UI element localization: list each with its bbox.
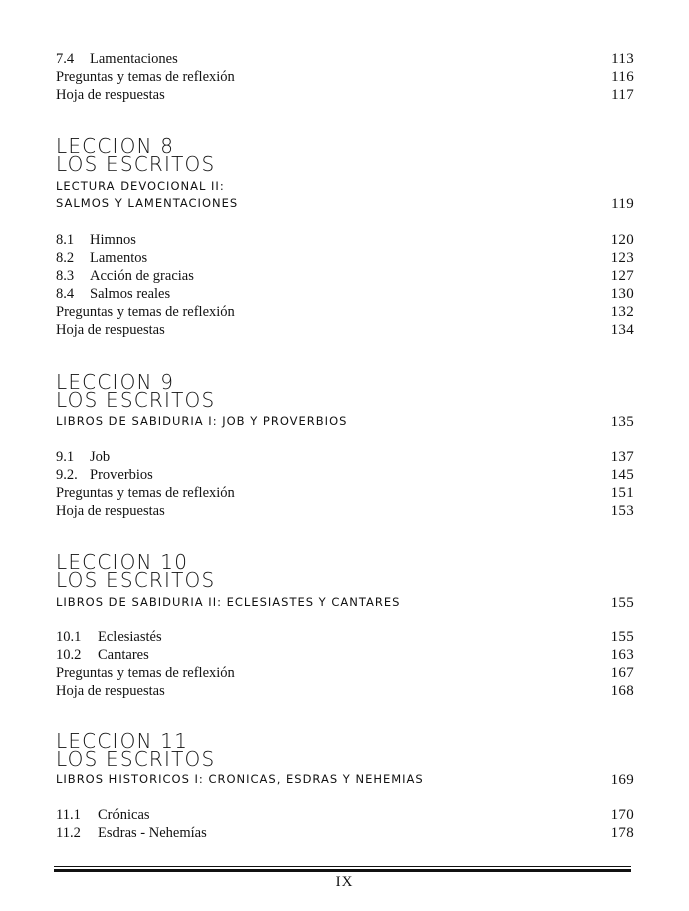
entry-number: 8.1 — [56, 232, 75, 248]
toc-entry — [56, 249, 634, 267]
lesson-subtitle — [56, 195, 634, 211]
lesson-section: LOS ESCRITOS — [56, 152, 216, 176]
lesson-subtitle — [56, 413, 634, 429]
entry-number: 8.3 — [56, 268, 75, 284]
entry-page: 132 — [610, 304, 634, 320]
entry-number: 10.1 — [56, 629, 82, 645]
entry-label: Eclesiastés — [98, 629, 162, 645]
entry-label: Proverbios — [90, 467, 153, 483]
entry-page: 170 — [610, 807, 634, 823]
entry-page: 127 — [610, 268, 634, 284]
entry-label: Preguntas y temas de reflexión — [56, 304, 235, 320]
lesson-subtitle-line: LIBROS HISTORICOS I: CRONICAS, ESDRAS Y NEHEMIAS — [56, 772, 424, 786]
entry-page: 113 — [611, 51, 634, 67]
entry-label: Hoja de respuestas — [56, 503, 165, 519]
entry-page: 120 — [610, 232, 634, 248]
toc-entry — [56, 68, 634, 86]
entry-label: Hoja de respuestas — [56, 87, 165, 103]
entry-page: 123 — [610, 250, 634, 266]
entry-label: Himnos — [90, 232, 136, 248]
entry-page: 134 — [610, 322, 634, 338]
toc-entry — [56, 484, 634, 502]
lesson-heading: LECCION 8 — [56, 134, 175, 158]
lesson-subtitle — [56, 594, 634, 610]
entry-label: Acción de gracias — [90, 268, 194, 284]
entry-label: Lamentos — [90, 250, 148, 266]
entry-number: 8.4 — [56, 286, 75, 302]
toc-entry — [56, 646, 634, 664]
toc-entry — [56, 321, 634, 339]
footer-rule-thin — [54, 866, 631, 867]
entry-label: Cantares — [98, 647, 149, 663]
toc-entry — [56, 824, 634, 842]
toc-entry — [56, 628, 634, 646]
lesson-section: LOS ESCRITOS — [56, 388, 216, 412]
entry-number: 11.2 — [56, 825, 81, 841]
lesson-section: LOS ESCRITOS — [56, 568, 216, 592]
entry-label: Lamentaciones — [90, 51, 178, 67]
entry-number: 11.1 — [56, 807, 81, 823]
footer-rule-thick — [54, 869, 631, 872]
toc-entry — [56, 285, 634, 303]
entry-label: Salmos reales — [90, 286, 171, 302]
entry-page: 167 — [610, 665, 634, 681]
entry-page: 153 — [610, 503, 634, 519]
lesson-subtitle-line: LECTURA DEVOCIONAL II: — [56, 179, 225, 193]
entry-label: Crónicas — [98, 807, 150, 823]
toc-entry — [56, 664, 634, 682]
lesson-subtitle — [56, 178, 634, 194]
entry-page: 151 — [610, 485, 634, 501]
entry-page: 117 — [611, 87, 634, 103]
entry-label: Preguntas y temas de reflexión — [56, 69, 235, 85]
toc-entry — [56, 303, 634, 321]
entry-page: 163 — [610, 647, 634, 663]
entry-page: 145 — [610, 467, 634, 483]
lesson-heading: LECCION 10 — [56, 550, 189, 574]
entry-number: 7.4 — [56, 51, 75, 67]
lesson-subtitle-line: SALMOS Y LAMENTACIONES — [56, 196, 239, 210]
toc-entry — [56, 86, 634, 104]
toc-entry — [56, 267, 634, 285]
lesson-heading: LECCION 9 — [56, 370, 175, 394]
toc-entry — [56, 806, 634, 824]
toc-entry — [56, 50, 634, 68]
lesson-subtitle-page: 155 — [610, 595, 634, 611]
entry-page: 130 — [610, 286, 634, 302]
lesson-subtitle-line: LIBROS DE SABIDURIA I: JOB Y PROVERBIOS — [56, 414, 348, 428]
entry-label: Hoja de respuestas — [56, 683, 165, 699]
toc-entry — [56, 448, 634, 466]
entry-label: Job — [90, 449, 111, 465]
entry-number: 9.1 — [56, 449, 75, 465]
entry-label: Esdras - Nehemías — [98, 825, 207, 841]
lesson-subtitle — [56, 771, 634, 787]
lesson-subtitle-page: 135 — [610, 414, 634, 430]
entry-label: Preguntas y temas de reflexión — [56, 485, 235, 501]
entry-page: 116 — [611, 69, 634, 85]
entry-number: 10.2 — [56, 647, 82, 663]
toc-entry — [56, 466, 634, 484]
entry-label: Preguntas y temas de reflexión — [56, 665, 235, 681]
toc-entry — [56, 682, 634, 700]
toc-entry — [56, 502, 634, 520]
entry-number: 9.2. — [56, 467, 78, 483]
entry-page: 155 — [610, 629, 634, 645]
entry-number: 8.2 — [56, 250, 75, 266]
lesson-subtitle-page: 119 — [611, 196, 634, 212]
lesson-heading: LECCION 11 — [56, 729, 189, 753]
page-number: IX — [335, 874, 354, 890]
entry-page: 178 — [610, 825, 634, 841]
entry-page: 168 — [610, 683, 634, 699]
entry-label: Hoja de respuestas — [56, 322, 165, 338]
lesson-subtitle-line: LIBROS DE SABIDURIA II: ECLESIASTES Y CANTARES — [56, 595, 401, 609]
lesson-section: LOS ESCRITOS — [56, 747, 216, 771]
toc-entry — [56, 231, 634, 249]
lesson-subtitle-page: 169 — [610, 772, 634, 788]
entry-page: 137 — [610, 449, 634, 465]
